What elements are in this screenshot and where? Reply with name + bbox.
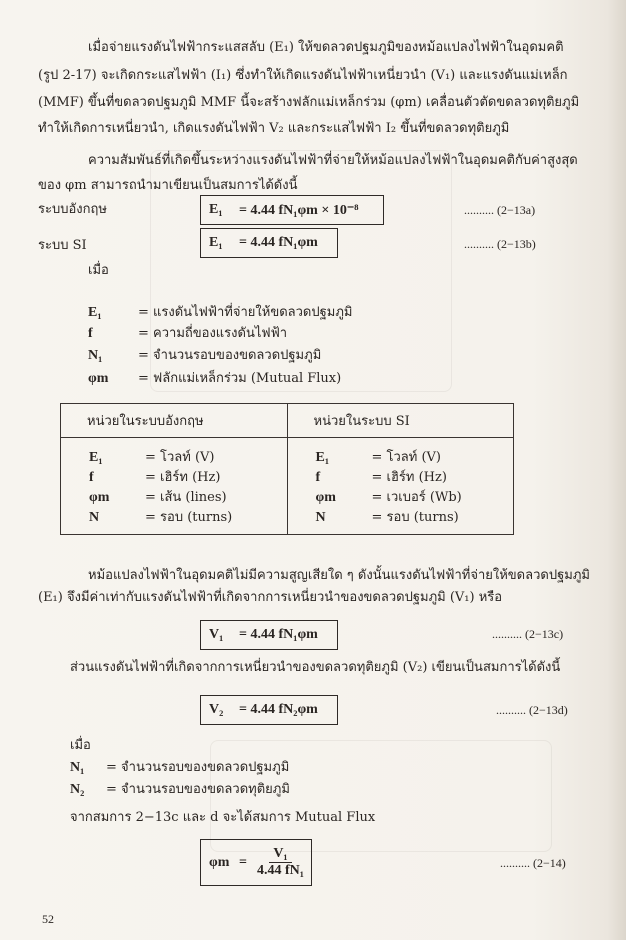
unit-value: = เวเบอร์ (Wb) [371, 490, 462, 505]
definition-symbol: f [88, 326, 93, 341]
equation-2-13a [200, 195, 384, 225]
table-header-english: หน่วยในระบบอังกฤษ [61, 404, 288, 438]
unit-row [89, 468, 287, 488]
definition-text: = แรงดันไฟฟ้าที่จ่ายให้ขดลวดปฐมภูมิ [138, 305, 353, 320]
where-label: เมื่อ [70, 738, 91, 753]
unit-symbol: E₁ [89, 450, 103, 465]
definition-text: = จำนวนรอบของขดลวดปฐมภูมิ [138, 348, 322, 363]
equation-lhs: E₁ [209, 202, 223, 217]
unit-value: = เฮิร์ท (Hz) [145, 470, 221, 485]
definition-symbol: E₁ [88, 305, 102, 320]
paragraph-2-line-1: ความสัมพันธ์ที่เกิดขึ้นระหว่างแรงดันไฟฟ้าที่จ่ายให้หม้อแปลงไฟฟ้าในอุดมคติกับค่าสูงสุด [88, 153, 578, 168]
paragraph-1-line-2: (รูป 2-17) จะเกิดกระแสไฟฟ้า (I₁) ซึ่งทำให้เกิดแรงดันไฟฟ้าเหนี่ยวนำ (V₁) และแรงดันแม่เหล็ก [38, 68, 568, 83]
equation-2-14 [200, 839, 312, 886]
page-number: 52 [42, 912, 54, 926]
unit-symbol: N [89, 510, 100, 525]
paragraph-1-line-3: (MMF) ขึ้นที่ขดลวดปฐมภูมิ MMF นี้จะสร้างฟลักแม่เหล็กร่วม (φm) เคลื่อนตัวตัดขดลวดทุติยภูมิ [38, 95, 580, 110]
fraction [253, 846, 308, 879]
equation-label-si: ระบบ SI [38, 238, 87, 253]
equation-number: .......... (2−13b) [464, 237, 536, 251]
unit-row [316, 448, 514, 468]
equation-number: .......... (2−13a) [464, 203, 536, 217]
paragraph-3-line-1: หม้อแปลงไฟฟ้าในอุดมคติไม่มีความสูญเสียใด ๆ ดังนั้นแรงดันไฟฟ้าที่จ่ายให้ขดลวดปฐมภูมิ [88, 568, 590, 583]
unit-row [89, 448, 287, 468]
equation-lhs: V₂ [209, 702, 224, 717]
equation-label-english: ระบบอังกฤษ [38, 202, 107, 217]
equation-rhs: = 4.44 fN₁φm × 10⁻⁸ [239, 202, 359, 218]
definition-symbol: N₁ [70, 760, 85, 775]
paragraph-1-line-4: ทำให้เกิดการเหนี่ยวนำ, เกิดแรงดันไฟฟ้า V₂ และกระแสไฟฟ้า I₂ ขึ้นที่ขดลวดทุติยภูมิ [38, 121, 510, 136]
unit-symbol: f [89, 470, 94, 485]
unit-symbol: f [315, 470, 321, 485]
equation-2-13d [200, 695, 338, 725]
unit-value: = โวลท์ (V) [145, 450, 215, 465]
equation-lhs: E₁ [209, 235, 223, 250]
where-label: เมื่อ [88, 263, 109, 278]
definition-symbol: φm [88, 371, 109, 386]
equation-number: .......... (2−13d) [496, 703, 568, 717]
paragraph-2-line-2: ของ φm สามารถนำมาเขียนเป็นสมการได้ดังนี้ [38, 178, 298, 193]
equation-2-13c [200, 620, 338, 650]
unit-value: = โวลท์ (V) [371, 450, 442, 465]
table-header-si: หน่วยในระบบ SI [287, 404, 514, 438]
equation-lhs: V₁ [209, 627, 224, 642]
equation-rhs: = 4.44 fN₂φm [239, 702, 318, 717]
equals-sign: = [239, 854, 247, 870]
definition-symbol: N₁ [88, 348, 103, 363]
unit-symbol: φm [89, 490, 110, 505]
equation-number: .......... (2−14) [500, 856, 566, 870]
unit-row [316, 488, 514, 508]
unit-value: = รอบ (turns) [145, 510, 233, 525]
unit-value: = เฮิร์ท (Hz) [371, 470, 447, 485]
equation-rhs: = 4.44 fN₁φm [239, 235, 318, 250]
definition-symbol: N₂ [70, 782, 85, 797]
definition-text: = ฟลักแม่เหล็กร่วม (Mutual Flux) [138, 371, 342, 386]
unit-row [316, 508, 514, 528]
fraction-denominator: 4.44 fN₁ [256, 863, 304, 878]
units-table [60, 403, 514, 535]
unit-symbol: φm [315, 490, 336, 505]
paragraph-3-line-2: (E₁) จึงมีค่าเท่ากับแรงดันไฟฟ้าที่เกิดจากการเหนี่ยวนำของขดลวดปฐมภูมิ (V₁) หรือ [38, 590, 503, 605]
table-cell-si [287, 438, 514, 535]
definition-text: = จำนวนรอบของขดลวดปฐมภูมิ [106, 760, 290, 775]
equation-number: .......... (2−13c) [492, 627, 564, 641]
paragraph-5: จากสมการ 2−13c และ d จะได้สมการ Mutual Flux [70, 810, 376, 825]
unit-value: = เส้น (lines) [145, 490, 227, 505]
equation-lhs: φm [209, 854, 230, 870]
fraction-numerator: V₁ [269, 846, 291, 863]
paragraph-1-line-1: เมื่อจ่ายแรงดันไฟฟ้ากระแสสลับ (E₁) ให้ขดลวดปฐมภูมิของหม้อแปลงไฟฟ้าในอุดมคติ [88, 40, 564, 55]
unit-symbol: N [315, 510, 326, 525]
equation-rhs: = 4.44 fN₁φm [239, 627, 318, 642]
unit-value: = รอบ (turns) [371, 510, 459, 525]
paragraph-4: ส่วนแรงดันไฟฟ้าที่เกิดจากการเหนี่ยวนำของขดลวดทุติยภูมิ (V₂) เขียนเป็นสมการได้ดังนี้ [70, 660, 561, 675]
unit-row [89, 508, 287, 528]
unit-row [316, 468, 514, 488]
table-cell-english [61, 438, 288, 535]
equation-2-13b [200, 228, 338, 258]
definition-text: = จำนวนรอบของขดลวดทุติยภูมิ [106, 782, 290, 797]
unit-row [89, 488, 287, 508]
unit-symbol: E₁ [315, 450, 330, 465]
definition-text: = ความถี่ของแรงดันไฟฟ้า [138, 326, 288, 341]
